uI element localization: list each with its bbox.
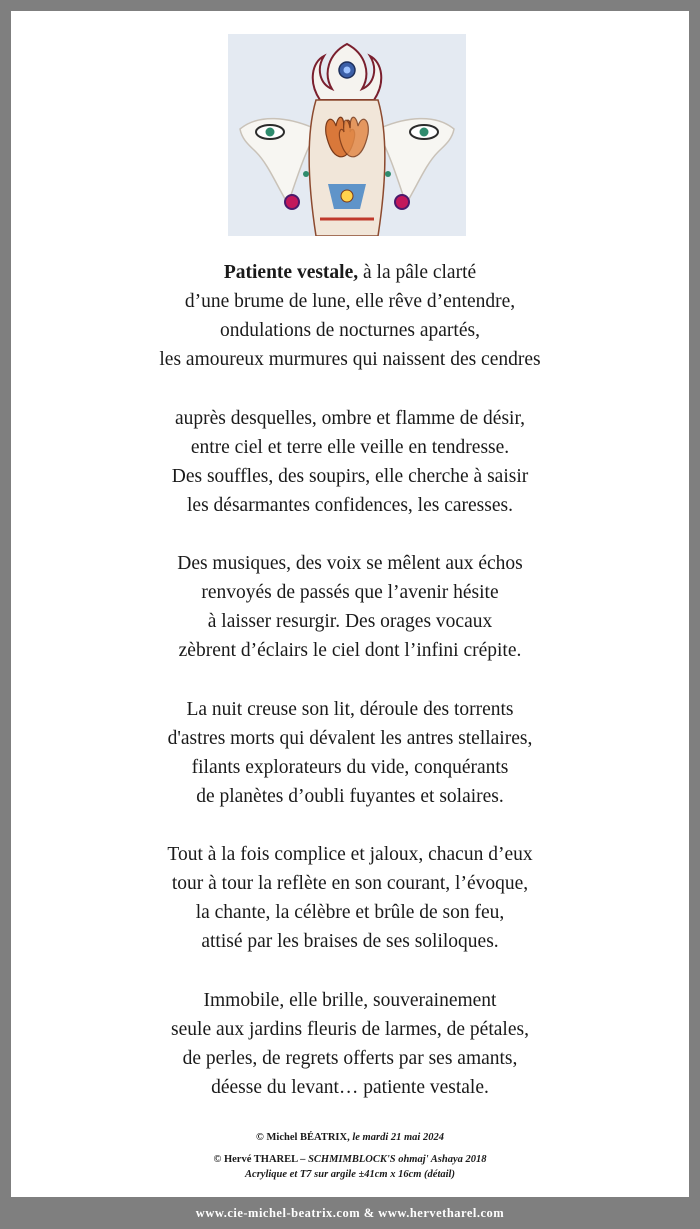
artwork-medium: Acrylique et T7 sur argile ±41cm x 16cm (détail) <box>245 1169 455 1180</box>
footer-links[interactable]: www.cie-michel-beatrix.com & www.hervetharel.com <box>0 1197 700 1229</box>
poem-line <box>11 258 689 287</box>
poem-line: seule aux jardins fleuris de larmes, de pétales, <box>171 1018 529 1040</box>
stanza <box>11 549 689 665</box>
poem-line: entre ciel et terre elle veille en tendresse. <box>190 436 510 458</box>
poem-line: les amoureux murmures qui naissent des cendres <box>159 349 541 370</box>
poem-line: Tout à la fois complice et jaloux, chacun d’eux <box>167 844 533 865</box>
poem-line: ondulations de nocturnes apartés, <box>220 320 480 341</box>
author-name: © Michel BÉATRIX, <box>256 1132 350 1143</box>
poem-line: attisé par les braises de ses soliloques. <box>201 931 499 952</box>
artist-credit <box>11 1152 689 1167</box>
poem-line: Des musiques, des voix se mêlent aux échos <box>177 553 523 574</box>
poem-line: la chante, la célèbre et brûle de son feu, <box>195 902 505 923</box>
poem-title-lead: Patiente vestale, <box>223 262 359 283</box>
poem <box>11 258 689 1131</box>
artwork-title: SCHMIMBLOCK'S ohmaj' Ashaya 2018 <box>308 1154 487 1165</box>
poem-line: zèbrent d’éclairs le ciel dont l’infini crépite. <box>178 640 522 661</box>
poem-line: La nuit creuse son lit, déroule des torrents <box>186 698 514 720</box>
poem-line: Immobile, elle brille, souverainement <box>203 989 497 1011</box>
stanza <box>11 986 689 1102</box>
poem-line: à laisser resurgir. Des orages vocaux <box>207 611 493 632</box>
poem-line: filants explorateurs du vide, conquérants <box>191 756 509 778</box>
sculpture-illustration <box>228 34 466 236</box>
poem-line: Des souffles, des soupirs, elle cherche à saisir <box>171 465 529 487</box>
poem-line: les désarmantes confidences, les caresses. <box>187 494 513 516</box>
artist-name: © Hervé THAREL – <box>213 1154 306 1165</box>
spacer <box>11 1145 689 1152</box>
stanza <box>11 840 689 956</box>
poem-line-rest: à la pâle clarté <box>358 262 477 283</box>
poem-line: tour à tour la reflète en son courant, l’évoque, <box>171 873 529 894</box>
sculpture-image <box>228 34 466 236</box>
poem-date: le mardi 21 mai 2024 <box>352 1132 444 1143</box>
credits <box>11 1130 689 1182</box>
author-credit <box>11 1130 689 1145</box>
poem-line: de perles, de regrets offerts par ses amants, <box>182 1047 518 1069</box>
stanza <box>11 258 689 374</box>
poem-line: d'astres morts qui dévalent les antres stellaires, <box>167 727 533 749</box>
poem-line: d’une brume de lune, elle rêve d’entendre, <box>184 291 516 312</box>
poem-line: renvoyés de passés que l’avenir hésite <box>201 582 499 603</box>
poem-line: de planètes d’oubli fuyantes et solaires. <box>196 785 504 807</box>
poem-line: déesse du levant… patiente vestale. <box>211 1076 489 1098</box>
poem-line: auprès desquelles, ombre et flamme de désir, <box>174 407 526 429</box>
poem-card <box>11 11 689 1197</box>
stanza <box>11 695 689 811</box>
stanza <box>11 404 689 520</box>
